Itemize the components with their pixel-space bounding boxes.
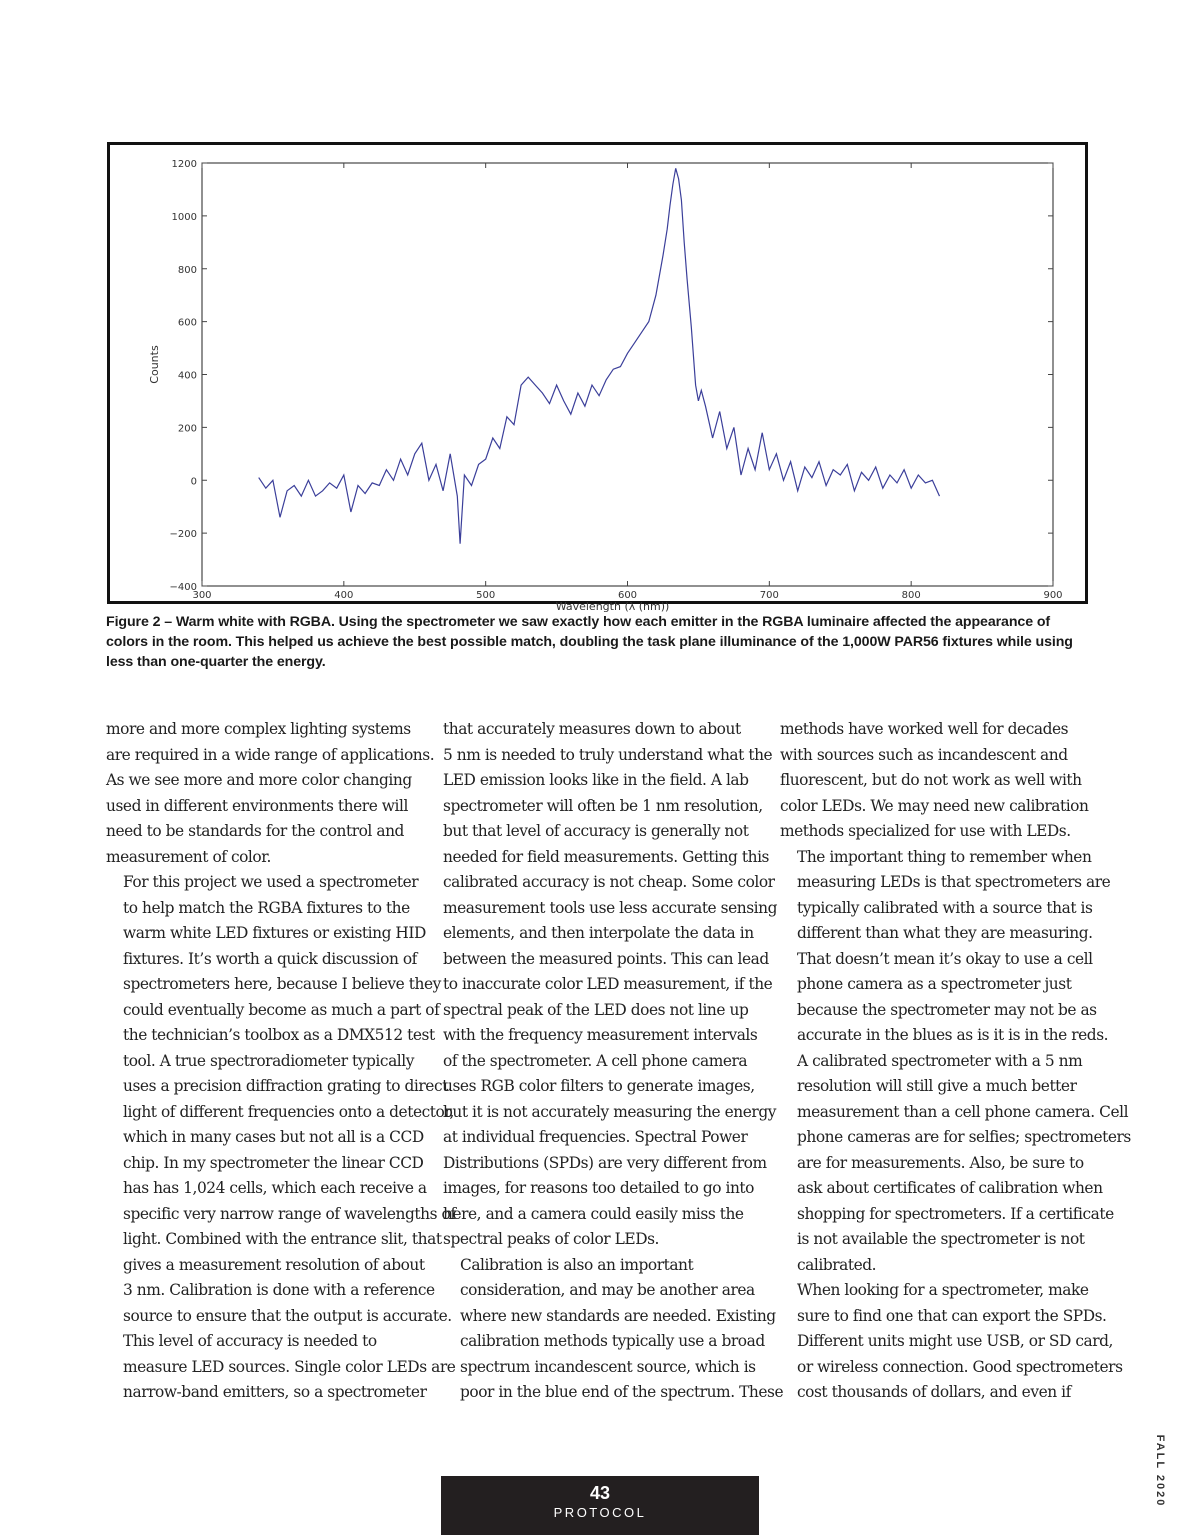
- text-line: consideration, and may be another area: [460, 1281, 755, 1299]
- text-line: of the spectrometer. A cell phone camera: [443, 1051, 748, 1070]
- text-column-3: [780, 717, 1131, 1406]
- text-line: but that level of accuracy is generally not: [443, 822, 749, 840]
- text-line: When looking for a spectrometer, make: [797, 1281, 1089, 1299]
- text-line: methods have worked well for decades: [780, 720, 1069, 738]
- text-line: uses a precision diffraction grating to direct: [123, 1077, 448, 1095]
- text-line: The important thing to remember when: [797, 847, 1092, 866]
- text-line: calibrated.: [797, 1255, 877, 1274]
- figure-caption: Figure 2 – Warm white with RGBA. Using the spectrometer we saw exactly how each emitter in the RGBA luminaire affected the appearance of colors in the room. This helped us achieve the best possible match, doubling the task plane illuminance of the 1,000W PAR56 fixtures while using less than one-quarter the energy.: [106, 614, 1073, 670]
- text-line: spectral peaks of color LEDs.: [443, 1230, 659, 1248]
- x-axis-label: Wavelength (λ (nm)): [555, 600, 670, 613]
- text-column-1: [106, 717, 456, 1406]
- paragraph: [443, 1253, 784, 1406]
- text-line: cost thousands of dollars, and even if: [797, 1383, 1071, 1401]
- y-tick-label: 800: [177, 264, 197, 276]
- text-line: elements, and then interpolate the data in: [443, 924, 754, 942]
- x-tick-label: 800: [901, 590, 921, 601]
- text-line: measurement than a cell phone camera. Cell: [797, 1102, 1129, 1121]
- text-line: A calibrated spectrometer with a 5 nm: [797, 1051, 1083, 1070]
- text-column-2: [443, 717, 784, 1406]
- text-line: spectrum incandescent source, which is: [460, 1357, 756, 1376]
- text-line: Different units might use USB, or SD card,: [797, 1332, 1114, 1350]
- text-line: 3 nm. Calibration is done with a reference: [123, 1281, 435, 1299]
- text-line: could eventually become as much a part of: [123, 1000, 440, 1019]
- text-line: images, for reasons too detailed to go into: [443, 1179, 754, 1197]
- text-line: are for measurements. Also, be sure to: [797, 1153, 1084, 1172]
- paragraph: [106, 1329, 456, 1406]
- y-tick-label: 200: [177, 423, 197, 435]
- x-tick-label: 500: [476, 590, 496, 601]
- y-tick-label: −200: [169, 529, 197, 541]
- x-tick-label: 600: [617, 590, 638, 601]
- paragraph: [780, 717, 1102, 845]
- text-line: measurement of color.: [106, 847, 271, 866]
- text-line: or wireless connection. Good spectrometers: [797, 1357, 1123, 1376]
- text-line: resolution will still give a much better: [797, 1077, 1077, 1095]
- text-line: calibrated accuracy is not cheap. Some color: [443, 873, 775, 891]
- page-folio: [441, 1476, 759, 1535]
- text-line: phone camera as a spectrometer just: [797, 975, 1072, 993]
- text-line: phone cameras are for selfies; spectrometers: [797, 1128, 1131, 1146]
- text-line: with the frequency measurement intervals: [443, 1026, 758, 1044]
- text-line: LED emission looks like in the field. A lab: [443, 771, 749, 789]
- text-line: spectrometers here, because I believe they: [123, 975, 441, 993]
- spectrum-chart: [110, 145, 1085, 613]
- text-line: fixtures. It’s worth a quick discussion of: [123, 949, 417, 968]
- text-line: That doesn’t mean it’s okay to use a cell: [797, 949, 1093, 968]
- text-line: measurement tools use less accurate sensing: [443, 898, 778, 917]
- text-line: narrow-band emitters, so a spectrometer: [123, 1383, 427, 1401]
- text-line: warm white LED fixtures or existing HID: [123, 924, 426, 942]
- issue-season-marker: [1150, 1434, 1170, 1510]
- x-tick-label: 400: [334, 590, 354, 601]
- text-line: gives a measurement resolution of about: [123, 1255, 425, 1274]
- y-tick-label: 1000: [171, 211, 197, 223]
- paragraph: [780, 1278, 1123, 1406]
- text-line: where new standards are needed. Existing: [460, 1306, 776, 1325]
- text-line: that accurately measures down to about: [443, 720, 741, 738]
- text-line: calibration methods typically use a broad: [460, 1332, 765, 1350]
- issue-season: FALL 2020: [1154, 1434, 1166, 1508]
- text-line: spectrometer will often be 1 nm resolution,: [443, 796, 763, 815]
- text-line: used in different environments there will: [106, 796, 408, 815]
- text-line: uses RGB color filters to generate images,: [443, 1077, 755, 1095]
- text-line: accurate in the blues as is it is in the reds.: [797, 1026, 1109, 1044]
- text-line: needed for field measurements. Getting this: [443, 847, 769, 866]
- y-tick-label: −400: [169, 582, 197, 593]
- paragraph: [780, 845, 1131, 1279]
- y-tick-label: 1200: [171, 159, 197, 170]
- text-line: specific very narrow range of wavelengths of: [123, 1204, 456, 1223]
- text-line: methods specialized for use with LEDs.: [780, 822, 1071, 840]
- text-line: 5 nm is needed to truly understand what the: [443, 745, 773, 764]
- text-line: measuring LEDs is that spectrometers are: [797, 873, 1111, 891]
- text-line: has has 1,024 cells, which each receive a: [123, 1179, 427, 1197]
- text-line: shopping for spectrometers. If a certificate: [797, 1204, 1114, 1223]
- plot-area: [202, 163, 1053, 586]
- text-line: For this project we used a spectrometer: [123, 873, 419, 891]
- text-line: Calibration is also an important: [460, 1255, 694, 1274]
- text-line: color LEDs. We may need new calibration: [780, 796, 1089, 815]
- text-line: but it is not accurately measuring the energy: [443, 1102, 776, 1121]
- y-tick-label: 0: [190, 476, 197, 488]
- text-line: light of different frequencies onto a detector,: [123, 1102, 454, 1121]
- text-line: measure LED sources. Single color LEDs are: [123, 1357, 456, 1376]
- text-line: tool. A true spectroradiometer typically: [123, 1051, 414, 1070]
- text-line: to help match the RGBA fixtures to the: [123, 898, 410, 917]
- text-line: here, and a camera could easily miss the: [443, 1204, 744, 1223]
- text-line: spectral peak of the LED does not line up: [443, 1000, 749, 1019]
- x-tick-label: 900: [1043, 590, 1063, 601]
- paragraph: [443, 717, 778, 1253]
- text-line: fluorescent, but do not work as well with: [780, 771, 1082, 789]
- text-line: different than what they are measuring.: [797, 924, 1093, 942]
- y-axis-label: Counts: [148, 345, 161, 384]
- publication-name: PROTOCOL: [553, 1505, 647, 1520]
- text-line: are required in a wide range of applications.: [106, 745, 435, 764]
- text-line: source to ensure that the output is accurate.: [123, 1306, 452, 1325]
- text-line: chip. In my spectrometer the linear CCD: [123, 1153, 424, 1172]
- text-line: because the spectrometer may not be as: [797, 1000, 1097, 1019]
- text-line: typically calibrated with a source that is: [797, 898, 1093, 917]
- text-line: As we see more and more color changing: [106, 771, 412, 789]
- text-line: between the measured points. This can lead: [443, 949, 769, 968]
- text-line: at individual frequencies. Spectral Power: [443, 1128, 748, 1146]
- text-line: to inaccurate color LED measurement, if the: [443, 975, 773, 993]
- x-tick-label: 700: [759, 590, 779, 601]
- text-line: the technician’s toolbox as a DMX512 test: [123, 1026, 435, 1044]
- text-line: Distributions (SPDs) are very different from: [443, 1153, 767, 1172]
- text-line: more and more complex lighting systems: [106, 720, 411, 738]
- text-line: which in many cases but not all is a CCD: [123, 1128, 424, 1146]
- text-line: ask about certificates of calibration when: [797, 1179, 1103, 1197]
- text-line: is not available the spectrometer is not: [797, 1230, 1085, 1248]
- x-tick-label: 300: [192, 590, 212, 601]
- text-line: poor in the blue end of the spectrum. These: [460, 1383, 784, 1401]
- paragraph: [106, 870, 456, 1329]
- y-tick-label: 600: [177, 317, 197, 329]
- text-line: need to be standards for the control and: [106, 822, 404, 840]
- text-line: light. Combined with the entrance slit, that: [123, 1230, 442, 1248]
- spectrum-series-line: [259, 168, 940, 543]
- text-line: This level of accuracy is needed to: [123, 1332, 377, 1350]
- figure-2-chart: [107, 142, 1088, 613]
- page-number: 43: [589, 1483, 611, 1503]
- paragraph: [106, 717, 435, 870]
- text-line: with sources such as incandescent and: [780, 745, 1068, 764]
- text-line: sure to find one that can export the SPDs.: [797, 1306, 1107, 1325]
- y-tick-label: 400: [177, 370, 197, 382]
